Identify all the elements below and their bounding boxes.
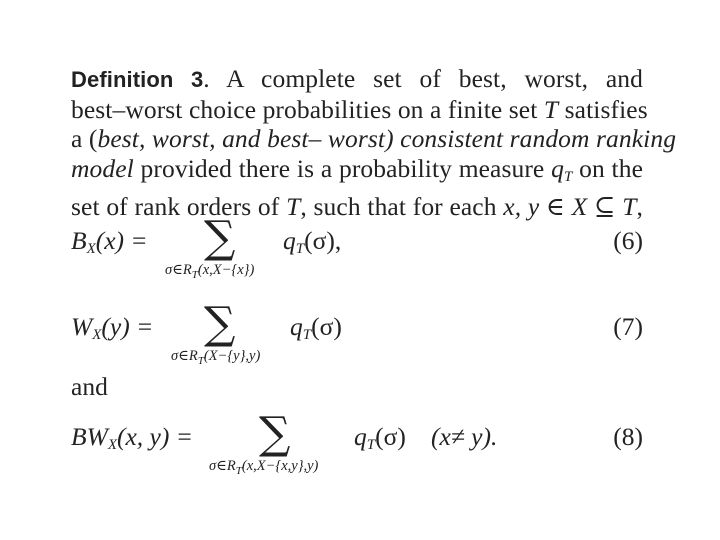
eq7-q-subscript: T <box>302 327 312 343</box>
definition-line-3-prefix: a ( <box>71 124 98 153</box>
eq6-sum-sub-rest: (x,X−{x}) <box>197 262 255 278</box>
eq6-sum-subscript <box>165 262 254 281</box>
eq6-number: (6) <box>613 226 643 255</box>
definition-line-1-text: A complete set of best, worst, and <box>209 64 644 93</box>
eq7-sum-sub-T: T <box>197 354 204 367</box>
eq7-number: (7) <box>613 312 643 341</box>
set-T-symbol: T <box>543 94 559 124</box>
definition-line-4-text: provided there is a probability measure <box>133 153 552 183</box>
eq6-lhs-subscript: X <box>86 241 96 257</box>
eq7-lhs-subscript: X <box>92 327 102 343</box>
eq7-q: q <box>290 312 303 341</box>
definition-line-2-text: best–worst choice probabilities on a finite set <box>71 94 544 124</box>
eq7-lhs <box>71 312 153 344</box>
eq6-rhs <box>283 226 341 258</box>
eq7-rhs-rest: (σ) <box>311 312 342 341</box>
definition-heading-period: . <box>203 64 210 93</box>
eq8-sum-subscript <box>209 458 318 477</box>
eq8-rhs-rest: (σ) <box>375 422 406 451</box>
eq8-lhs-arg: (x, y) = <box>117 422 193 451</box>
definition-line-5-end: , <box>636 192 643 221</box>
eq8-sum-sub-a: σ∈R <box>209 458 236 474</box>
definition-line-5 <box>71 192 643 222</box>
eq6-q-subscript: T <box>295 241 305 257</box>
eq8-q: q <box>354 422 367 451</box>
definition-line-2-end: satisfies <box>558 94 648 124</box>
definition-line-4 <box>71 154 643 193</box>
definition-line-5-text: set of rank orders of <box>71 192 287 221</box>
definition-line-3 <box>71 124 677 154</box>
measure-q-symbol: q <box>551 153 564 183</box>
definition-line-5-mid: , such that for each <box>300 192 504 221</box>
definition-heading: Definition 3 <box>71 67 204 92</box>
eq6-lhs-arg: (x) = <box>95 226 148 255</box>
eq8-q-subscript: T <box>366 437 376 453</box>
definition-line-1 <box>71 64 643 95</box>
definition-line-4-italic: model <box>71 153 134 183</box>
eq8-sum-sub-rest: (x,X−{x,y},y) <box>241 458 319 474</box>
measure-q-subscript: T <box>563 168 573 185</box>
eq7-lhs-symbol: W <box>71 312 93 341</box>
eq8-sum-symbol: ∑ <box>259 408 291 459</box>
eq8-lhs-symbol: BW <box>71 422 108 451</box>
eq7-sum-sub-rest: (X−{y},y) <box>203 348 261 364</box>
definition-line-5-vars: x, y ∈ X ⊆ T <box>503 192 637 221</box>
eq7-lhs-arg: (y) = <box>101 312 154 341</box>
eq8-lhs-subscript: X <box>107 437 117 453</box>
equation-8 <box>71 408 643 478</box>
eq6-q: q <box>283 226 296 255</box>
equation-6 <box>71 212 643 282</box>
and-word: and <box>71 372 108 401</box>
eq7-sum-subscript <box>171 348 260 367</box>
eq8-rhs <box>354 422 406 454</box>
definition-line-4-end: on the <box>572 153 643 183</box>
eq7-sum-sub-a: σ∈R <box>171 348 198 364</box>
eq6-lhs <box>71 226 148 258</box>
eq6-rhs-rest: (σ), <box>304 226 342 255</box>
eq6-sum-sub-a: σ∈R <box>165 262 192 278</box>
equation-7 <box>71 298 643 368</box>
eq8-sum-sub-T: T <box>235 464 242 477</box>
eq7-rhs <box>290 312 342 344</box>
definition-line-2 <box>71 94 648 125</box>
definition-line-3-italic: best, worst, and best– worst) consistent random ranking <box>97 124 677 153</box>
eq8-condition: (x≠ y). <box>431 422 498 451</box>
eq6-sum-symbol: ∑ <box>204 212 236 263</box>
definition-paragraph <box>71 64 677 222</box>
eq7-sum-symbol: ∑ <box>204 298 236 349</box>
eq8-number: (8) <box>613 422 643 451</box>
eq8-lhs <box>71 422 193 454</box>
set-T-symbol-2: T <box>286 192 301 221</box>
eq6-sum-sub-T: T <box>191 268 198 281</box>
eq6-lhs-symbol: B <box>71 226 87 255</box>
